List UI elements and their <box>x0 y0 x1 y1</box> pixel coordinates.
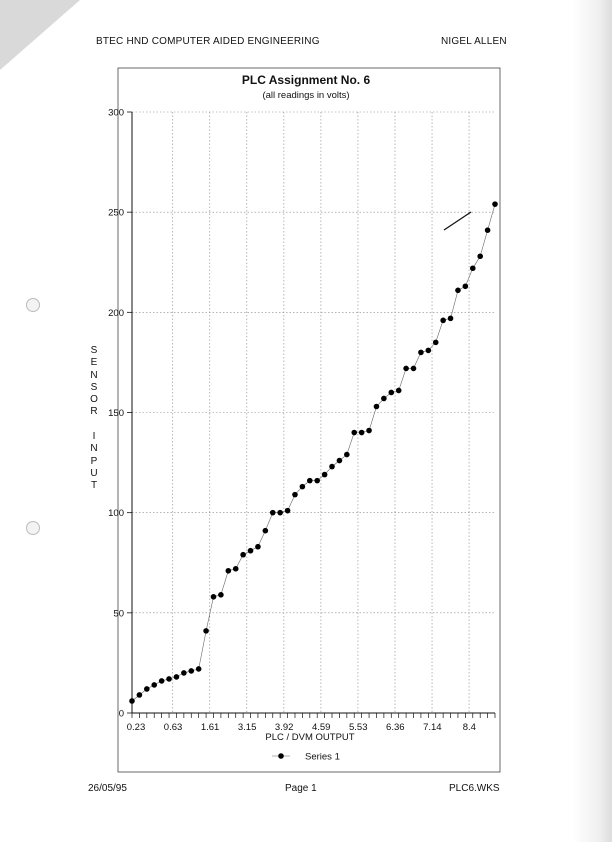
data-point <box>463 283 469 289</box>
x-tick-label: 3.92 <box>274 722 294 733</box>
data-point <box>255 544 261 550</box>
data-point <box>440 318 446 324</box>
data-point <box>277 510 283 516</box>
data-point <box>314 478 320 484</box>
data-point <box>470 265 476 271</box>
data-point <box>137 692 143 698</box>
header-author: NIGEL ALLEN <box>441 36 507 47</box>
data-point <box>240 552 246 558</box>
data-point <box>359 430 365 436</box>
data-point <box>381 396 387 402</box>
header-course: BTEC HND COMPUTER AIDED ENGINEERING <box>96 36 320 47</box>
x-tick-label: 4.59 <box>311 722 331 733</box>
x-tick-label: 5.53 <box>348 722 368 733</box>
data-point <box>403 366 409 372</box>
x-tick-label: 0.23 <box>126 722 146 733</box>
data-point <box>151 682 157 688</box>
data-point <box>248 548 254 554</box>
data-point <box>455 287 461 293</box>
y-axis-label: S E N S O R I N P U T <box>90 345 98 492</box>
y-tick-label: 150 <box>108 408 124 419</box>
data-point <box>270 510 276 516</box>
data-point <box>174 674 180 680</box>
chart-frame <box>118 68 500 772</box>
data-point <box>159 678 165 684</box>
data-point <box>181 670 187 676</box>
data-point <box>477 253 483 259</box>
data-point <box>188 668 194 674</box>
data-point <box>344 452 350 458</box>
data-point <box>218 592 224 598</box>
data-point <box>366 428 372 434</box>
x-axis-label: PLC / DVM OUTPUT <box>265 732 355 743</box>
y-tick-label: 300 <box>108 107 124 119</box>
data-point <box>418 350 424 356</box>
data-point <box>492 201 498 207</box>
footer-date: 26/05/95 <box>88 783 127 794</box>
y-tick-label: 200 <box>108 307 124 319</box>
data-point <box>485 227 491 233</box>
y-tick-label: 250 <box>108 207 124 219</box>
data-point <box>233 566 239 572</box>
data-point <box>433 340 439 346</box>
y-tick-label: 50 <box>113 608 124 620</box>
data-point <box>329 464 335 470</box>
data-point <box>300 484 306 490</box>
data-point <box>285 508 291 514</box>
data-point <box>307 478 313 484</box>
footer-filename: PLC6.WKS <box>449 783 500 794</box>
data-point <box>426 348 432 354</box>
pen-mark <box>444 212 471 230</box>
data-point <box>129 698 135 704</box>
data-point <box>144 686 150 692</box>
data-point <box>263 528 269 534</box>
x-tick-label: 0.63 <box>163 722 183 733</box>
data-point <box>374 404 380 410</box>
data-point <box>396 388 402 394</box>
chart-subtitle: (all readings in volts) <box>262 90 350 101</box>
data-point <box>388 390 394 396</box>
data-point <box>322 472 328 478</box>
footer-page: Page 1 <box>285 783 317 794</box>
data-point <box>226 568 232 574</box>
data-point <box>203 628 209 634</box>
y-tick-label: 100 <box>108 508 124 520</box>
data-point <box>411 366 417 372</box>
legend-marker <box>278 753 284 759</box>
series-line <box>132 204 495 701</box>
y-tick-label: 0 <box>118 708 124 720</box>
x-tick-label: 7.14 <box>423 722 442 733</box>
data-point <box>292 492 298 498</box>
x-tick-label: 3.15 <box>237 722 257 733</box>
chart-title: PLC Assignment No. 6 <box>241 73 371 87</box>
data-point <box>166 676 172 682</box>
data-point <box>351 430 357 436</box>
x-tick-label: 8.4 <box>462 722 476 733</box>
data-point <box>337 458 343 464</box>
data-point <box>211 594 217 600</box>
data-point <box>196 666 202 672</box>
x-tick-label: 1.61 <box>200 722 220 733</box>
x-tick-label: 6.36 <box>386 722 405 733</box>
data-point <box>448 316 454 322</box>
legend-label: Series 1 <box>305 751 340 763</box>
